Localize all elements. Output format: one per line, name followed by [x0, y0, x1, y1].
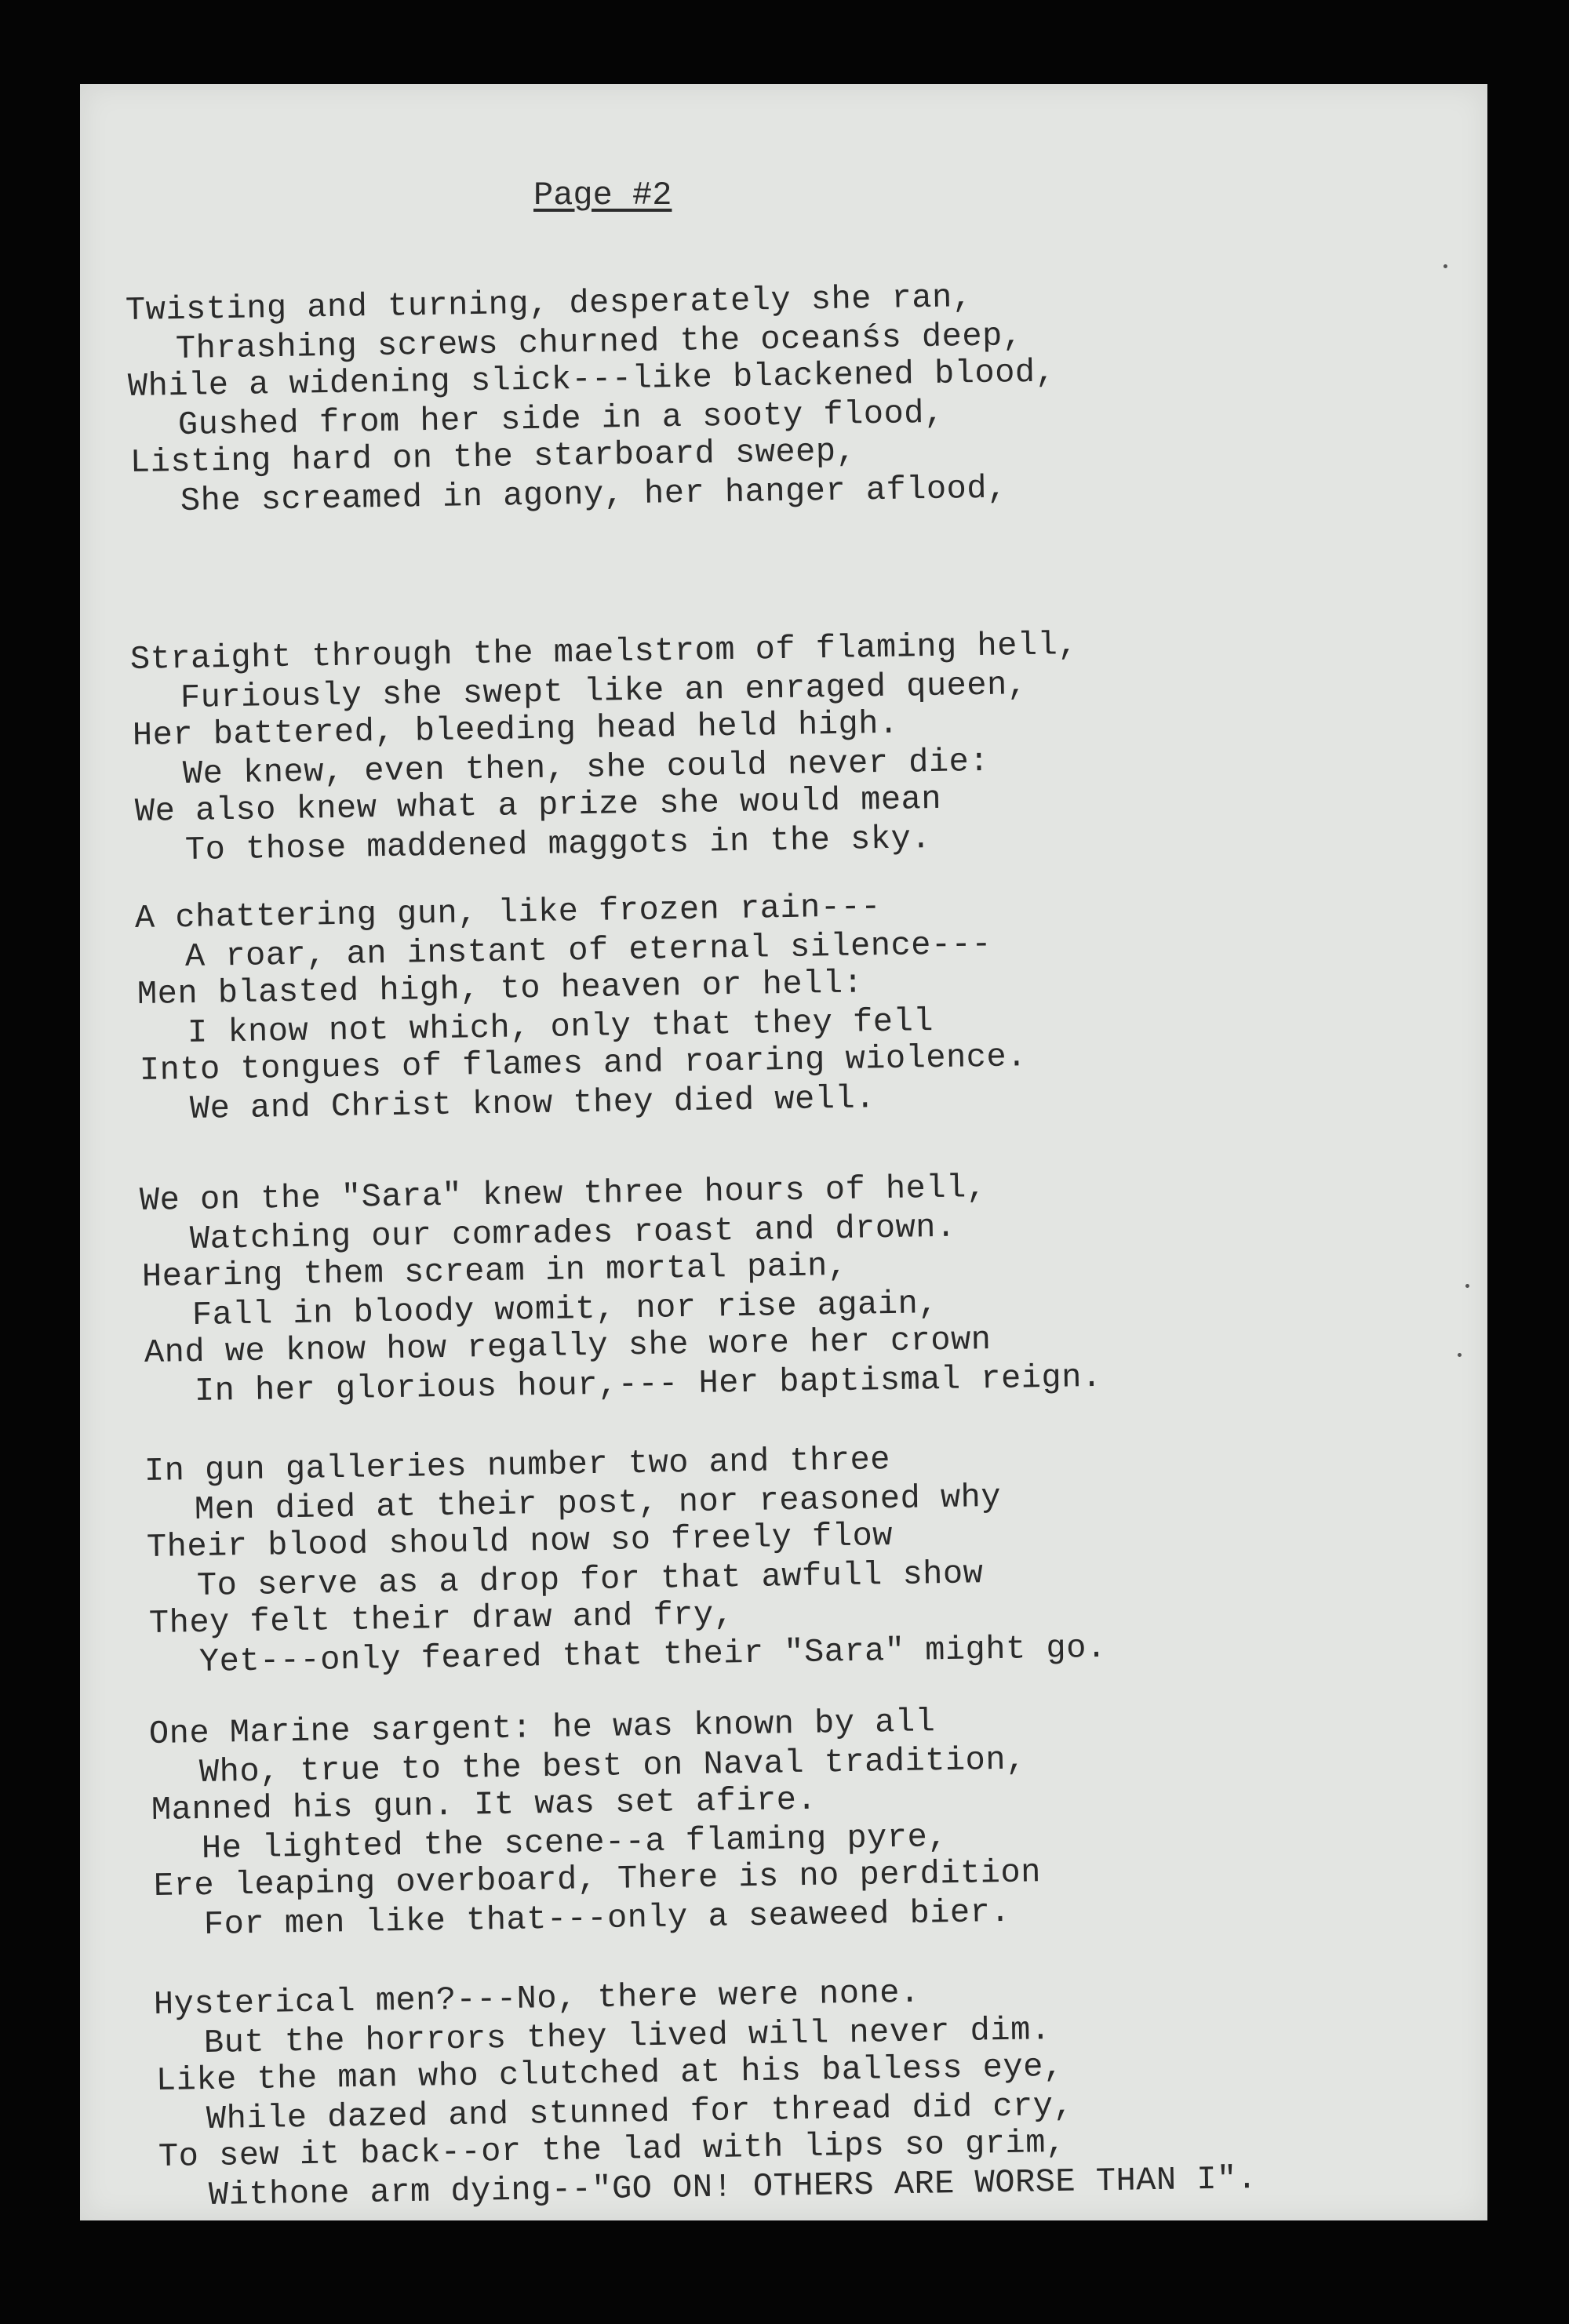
paper-speck [1443, 264, 1447, 268]
poem-line: Furiously she swept like an enraged queen, [180, 665, 1028, 717]
poem-line: I know not which, only that they fell [187, 1002, 934, 1052]
poem-line: Hysterical men?---No, there were none. [153, 1973, 921, 2024]
poem-line: We and Christ know they died well. [189, 1078, 876, 1128]
poem-line: She screamed in agony, her hanger aflood, [180, 468, 1007, 520]
poem-line: But the horrors they lived will never dim. [203, 2010, 1051, 2062]
poem-line: Hearing them scream in mortal pain, [141, 1246, 848, 1296]
poem-line: Straight through the maelstrom of flaming hell, [129, 626, 1079, 678]
poem-line: Thrashing screws churned the oceanśs deep, [175, 316, 1023, 368]
poem-line: We on the "Sara" knew three hours of hell, [139, 1169, 987, 1220]
poem-line: In her glorious hour,--- Her baptismal reign. [194, 1358, 1102, 1410]
poem-line: To those maddened maggots in the sky. [184, 819, 931, 869]
poem-line: Manned his gun. It was set afire. [151, 1780, 817, 1829]
poem-line: For men like that---only a seaweed bier. [203, 1893, 1010, 1944]
poem-line: Watching our comrades roast and drown. [189, 1208, 956, 1258]
paper-speck [1458, 1353, 1462, 1357]
poem-line: One Marine sargent: he was known by all [148, 1703, 936, 1753]
poem-line: And we know how regally she wore her crown [144, 1321, 992, 1372]
poem-line: To serve as a drop for that awfull show [196, 1554, 984, 1605]
poem-line: While dazed and stunned for thread did cry, [206, 2086, 1074, 2138]
poem-line: A roar, an instant of eternal silence--- [184, 925, 992, 976]
poem-line: Who, true to the best on Naval tradition, [198, 1740, 1026, 1791]
poem-line: Fall in bloody womit, nor rise again, [191, 1284, 938, 1334]
poem-line: We knew, even then, she could never die: [182, 742, 989, 793]
poem-line: Into tongues of flames and roaring wiolence. [139, 1038, 1028, 1089]
poem-line: He lighted the scene--a flaming pyre, [201, 1817, 948, 1868]
poem-line: Yet---only feared that their "Sara" might go. [198, 1628, 1107, 1681]
poem-line: Their blood should now so freely flow [146, 1517, 894, 1566]
poem-line: They felt their draw and fry, [148, 1595, 734, 1642]
poem-line: Men blasted high, to heaven or hell: [137, 964, 864, 1013]
poem-line: Listing hard on the starboard sweep, [129, 432, 857, 482]
poem-line: A chattering gun, like frozen rain--- [134, 888, 882, 937]
poem-line: Men died at their post, nor reasoned why [194, 1478, 1001, 1529]
poem-line: Withone arm dying--"GO ON! OTHERS ARE WORSE THAN I". [208, 2159, 1258, 2214]
poem-line: To sew it back--or the lad with lips so grim, [158, 2123, 1066, 2176]
poem-line: Twisting and turning, desperately she ran, [125, 278, 973, 329]
poem-line: Her battered, bleeding head held high. [132, 704, 900, 755]
poem-line: In gun galleries number two and three [144, 1441, 891, 1490]
poem-line: We also knew what a prize she would mean [134, 780, 942, 831]
poem-line: While a widening slick---like blackened blood, [127, 353, 1056, 406]
page-title: Page #2 [533, 176, 672, 214]
paper-speck [1465, 1284, 1469, 1288]
poem-line: Like the man who clutched at his balless eye, [155, 2047, 1064, 2100]
poem-line: Ere leaping overboard, There is no perdition [153, 1853, 1042, 1905]
document-sheet [80, 84, 1487, 2220]
poem-line: Gushed from her side in a sooty flood, [177, 394, 945, 444]
